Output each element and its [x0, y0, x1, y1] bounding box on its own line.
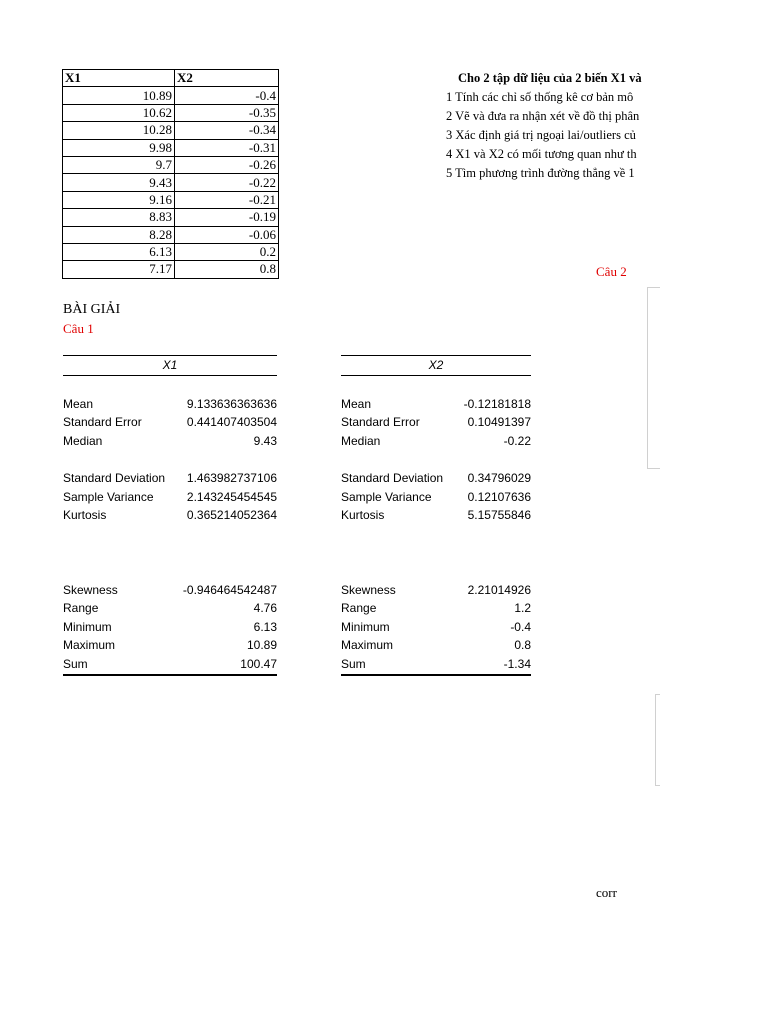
stat-label[interactable]: Maximum: [341, 638, 394, 653]
stats-row: [341, 450, 531, 469]
task-item[interactable]: 1 Tính các chỉ số thống kê cơ bản mô: [446, 90, 634, 104]
stat-label[interactable]: Median: [341, 433, 381, 448]
stats-row: [341, 525, 531, 544]
cell-x1[interactable]: 9.43: [63, 174, 175, 191]
table-row: [63, 122, 279, 139]
stat-value[interactable]: 1.2: [514, 601, 531, 616]
stat-value[interactable]: -0.22: [503, 433, 531, 448]
cell-x2[interactable]: -0.22: [175, 174, 279, 191]
cell-x1[interactable]: 9.7: [63, 156, 175, 173]
task-item[interactable]: 5 Tìm phương trình đường thẳng về 1: [446, 166, 635, 180]
stats-row: [63, 562, 277, 581]
stat-label[interactable]: Skewness: [63, 582, 118, 597]
chart-object-edge[interactable]: [647, 287, 660, 469]
stats-row: [341, 376, 531, 395]
stat-label[interactable]: Standard Deviation: [63, 470, 166, 485]
stats-row: [63, 395, 277, 414]
cell-x1[interactable]: 9.16: [63, 191, 175, 208]
cell-x2[interactable]: -0.35: [175, 104, 279, 121]
stats-row: [341, 618, 531, 637]
stats-row: [63, 413, 277, 432]
stats-row: [341, 581, 531, 600]
stat-value[interactable]: 0.441407403504: [186, 415, 277, 430]
stat-value[interactable]: 0.365214052364: [186, 508, 277, 523]
stat-value[interactable]: -1.34: [503, 656, 531, 671]
stats-row: [63, 581, 277, 600]
table-row: [63, 191, 279, 208]
stats-footer-rule: [63, 674, 277, 676]
cell-x1[interactable]: 8.83: [63, 209, 175, 226]
cell-x1[interactable]: 8.28: [63, 226, 175, 243]
stats-row: [341, 488, 531, 507]
stat-value[interactable]: 1.463982737106: [186, 470, 277, 485]
stat-value[interactable]: -0.4: [510, 619, 531, 634]
stat-label[interactable]: Kurtosis: [63, 508, 107, 523]
stats-row: [63, 525, 277, 544]
column-header-x2[interactable]: X2: [175, 70, 279, 87]
task-item[interactable]: 3 Xác định giá trị ngoại lai/outliers củ: [446, 128, 636, 142]
task-item[interactable]: 4 X1 và X2 có mối tương quan như th: [446, 147, 637, 161]
stat-value[interactable]: 9.43: [253, 433, 277, 448]
stat-value[interactable]: 2.143245454545: [186, 489, 277, 504]
stats-row: [341, 432, 531, 451]
cell-x1[interactable]: 9.98: [63, 139, 175, 156]
stats-row: [341, 562, 531, 581]
stat-label[interactable]: Skewness: [341, 582, 396, 597]
question-1-label[interactable]: Câu 1: [63, 321, 94, 336]
stats-row: [63, 450, 277, 469]
stat-label[interactable]: Maximum: [63, 638, 116, 653]
cell-x2[interactable]: -0.06: [175, 226, 279, 243]
stat-value[interactable]: -0.946464542487: [182, 582, 277, 597]
cell-x1[interactable]: 10.28: [63, 122, 175, 139]
chart-object-edge[interactable]: [655, 694, 660, 786]
table-row: [63, 243, 279, 260]
stats-row: [341, 655, 531, 674]
stats-row: [63, 506, 277, 525]
stats-row: [341, 395, 531, 414]
cell-x2[interactable]: 0.2: [175, 243, 279, 260]
table-row: [63, 226, 279, 243]
table-row: [63, 156, 279, 173]
column-header-x1[interactable]: X1: [63, 70, 175, 87]
cell-x1[interactable]: 6.13: [63, 243, 175, 260]
stats-row: [63, 469, 277, 488]
cell-x2[interactable]: -0.31: [175, 139, 279, 156]
stat-value[interactable]: 5.15755846: [467, 508, 531, 523]
table-row: [63, 261, 279, 278]
stat-label[interactable]: Mean: [63, 396, 94, 411]
stat-label[interactable]: Median: [63, 433, 103, 448]
stats-row: [341, 413, 531, 432]
stats-row: [63, 376, 277, 395]
stats-row: [63, 636, 277, 655]
task-title[interactable]: Cho 2 tập dữ liệu của 2 biến X1 và: [458, 71, 642, 85]
cell-x2[interactable]: -0.21: [175, 191, 279, 208]
cell-x2[interactable]: -0.4: [175, 87, 279, 104]
data-table: [62, 69, 279, 279]
stat-label[interactable]: Sample Variance: [341, 489, 432, 504]
cell-x2[interactable]: -0.26: [175, 156, 279, 173]
stats-row: [63, 655, 277, 674]
stat-value[interactable]: 0.12107636: [467, 489, 531, 504]
stat-value[interactable]: 9.133636363636: [186, 396, 277, 411]
cell-x1[interactable]: 10.62: [63, 104, 175, 121]
stat-value[interactable]: 2.21014926: [467, 582, 531, 597]
stats-row: [341, 636, 531, 655]
cell-x2[interactable]: -0.34: [175, 122, 279, 139]
stat-label[interactable]: Minimum: [341, 619, 390, 634]
task-item[interactable]: 2 Vẽ và đưa ra nhận xét về đồ thị phân: [446, 109, 640, 123]
table-row: [63, 139, 279, 156]
stat-value[interactable]: -0.12181818: [463, 396, 531, 411]
stat-label[interactable]: Sample Variance: [63, 489, 154, 504]
stats-table-x1: [63, 355, 277, 676]
task-description: [446, 69, 660, 189]
cell-x2[interactable]: 0.8: [175, 261, 279, 278]
table-row: [63, 87, 279, 104]
stat-label[interactable]: Standard Error: [63, 415, 142, 430]
stat-value[interactable]: 6.13: [253, 619, 277, 634]
solution-heading[interactable]: BÀI GIẢI: [63, 302, 121, 317]
stat-label[interactable]: Sum: [63, 656, 88, 671]
stat-label[interactable]: Standard Deviation: [341, 470, 444, 485]
question-2-label[interactable]: Câu 2: [596, 264, 627, 279]
stat-label[interactable]: Range: [341, 601, 377, 616]
data-table-header: [63, 70, 279, 87]
cell-x2[interactable]: -0.19: [175, 209, 279, 226]
stats-row: [63, 432, 277, 451]
stat-value[interactable]: 0.34796029: [467, 470, 531, 485]
stats-footer-rule: [341, 674, 531, 676]
stat-value[interactable]: 100.47: [240, 656, 277, 671]
stat-label[interactable]: Standard Error: [341, 415, 420, 430]
stat-label[interactable]: Range: [63, 601, 99, 616]
cell-x1[interactable]: 10.89: [63, 87, 175, 104]
stat-value[interactable]: 10.89: [246, 638, 277, 653]
stats-row: [63, 488, 277, 507]
stats-row: [63, 599, 277, 618]
stat-value[interactable]: 0.8: [514, 638, 531, 653]
stat-label[interactable]: Minimum: [63, 619, 112, 634]
table-row: [63, 174, 279, 191]
stats-table-x2: [341, 355, 531, 676]
stat-value[interactable]: 4.76: [253, 601, 277, 616]
stats-row: [63, 543, 277, 562]
table-row: [63, 104, 279, 121]
stat-label[interactable]: Mean: [341, 396, 372, 411]
table-row: [63, 209, 279, 226]
stat-value[interactable]: 0.10491397: [467, 415, 531, 430]
stats-row: [341, 543, 531, 562]
stats-header-x2[interactable]: X2: [341, 355, 531, 376]
stats-header-x1[interactable]: X1: [63, 355, 277, 376]
stats-row: [341, 469, 531, 488]
corr-label[interactable]: corr: [596, 885, 617, 900]
stats-row: [63, 618, 277, 637]
stat-label[interactable]: Sum: [341, 656, 366, 671]
cell-x1[interactable]: 7.17: [63, 261, 175, 278]
stat-label[interactable]: Kurtosis: [341, 508, 385, 523]
stats-row: [341, 599, 531, 618]
stats-row: [341, 506, 531, 525]
